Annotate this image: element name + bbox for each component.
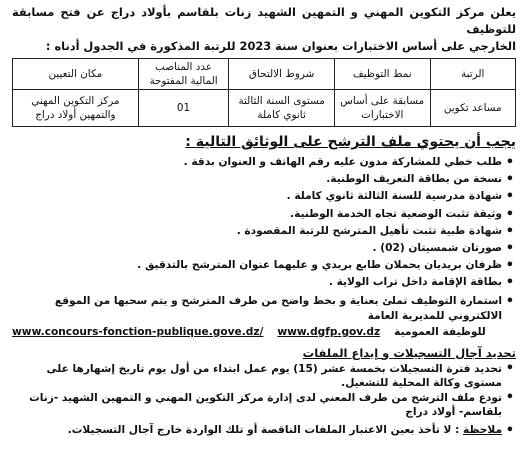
intro-paragraph: [12, 4, 516, 55]
documents-list: [12, 154, 516, 292]
list-item: • شهادة مدرسية للسنة الثالثة ثانوي كاملة .: [12, 188, 502, 205]
header-conditions: شروط الالتحاق: [229, 59, 335, 90]
header-positions-count: عدد المناصب المالية المفتوحة: [138, 59, 229, 90]
deadline-paragraph-2: • تودع ملف الترشح من طرف المعني لدى إدارة مركز التكوين المهني و التمهين الشهيد -زنات بلقاسم- أولاد دراج: [12, 391, 516, 420]
note-label: ملاحظة: [463, 423, 502, 436]
link-dgfp[interactable]: www.dgfp.gov.dz: [277, 325, 381, 338]
header-rank: الرتبة: [430, 59, 516, 90]
deadline-title: تحديد آجال التسجيلات و إيداع الملفات: [302, 345, 516, 360]
cell-rank: مساعد تكوين: [430, 90, 516, 127]
list-item: • شهادة طبية تثبت تأهيل المترشح للرتبة المقصودة .: [12, 223, 502, 240]
table-row: [13, 90, 516, 127]
note: [12, 423, 516, 438]
positions-table: [12, 58, 516, 127]
intro-line-1: يعلن مركز التكوين المهني و التمهين الشهيد زنات بلقاسم بأولاد دراج عن فتح مسابقة للتوظيف: [12, 5, 516, 36]
cell-positions-count: 01: [138, 90, 229, 127]
list-item: • ظرفان بريديان يحملان طابع بريدي و عليهما عنوان المترشح بالتدقيق .: [12, 257, 502, 274]
note-text: : لا تأخذ بعين الاعتبار الملفات الناقصة أو تلك الواردة خارج آجال التسجيلات.: [67, 423, 460, 436]
list-item: • نسخة من بطاقة التعريف الوطنية.: [12, 171, 502, 188]
cell-recruitment-mode: مسابقة على أساس الاختبارات: [334, 90, 430, 127]
cell-conditions: مستوى السنة الثالثة ثانوي كاملة: [229, 90, 335, 127]
list-item: • وثيقة تثبت الوضعية تجاه الخدمة الوطنية.: [12, 206, 502, 223]
application-text: • استمارة التوظيف تملئ بعناية و بخط واضح من طرف المترشح و يتم سحبها من الموقع الالكتروني للمديرية العامة: [54, 294, 502, 322]
header-location: مكان التعيين: [13, 59, 139, 90]
deadline-paragraph-1: • تحديد فترة التسجيلات بخمسة عشر (15) يوم عمل ابتداء من أول يوم تاريخ إشهارها على مستوى وكالة المحلية للتشغيل.: [12, 362, 516, 391]
intro-line-2: الخارجي على أساس الاختبارات بعنوان سنة 2023 للرتبة المذكورة في الجدول أدناه :: [45, 39, 516, 53]
list-item: • بطاقة الإقامة داخل تراب الولاية .: [12, 274, 502, 291]
list-item: • طلب خطي للمشاركة مدون عليه رقم الهاتف و العنوان بدقة .: [12, 154, 502, 171]
table-header-row: [13, 59, 516, 90]
header-recruitment-mode: نمط التوظيف: [334, 59, 430, 90]
cell-location: مركز التكوين المهني والتمهين أولاد دراج: [13, 90, 139, 127]
link-concours[interactable]: www.concours-fonction-publique.gove.dz/: [12, 325, 264, 338]
url-row: [12, 325, 502, 340]
documents-title: يجب أن يحتوي ملف الترشح على الوثائق التالية :: [185, 134, 516, 150]
application-form-note: [12, 294, 516, 340]
list-item: • صورتان شمسيتان (02) .: [12, 240, 502, 257]
application-label: للوظيفة العمومية: [394, 325, 486, 338]
